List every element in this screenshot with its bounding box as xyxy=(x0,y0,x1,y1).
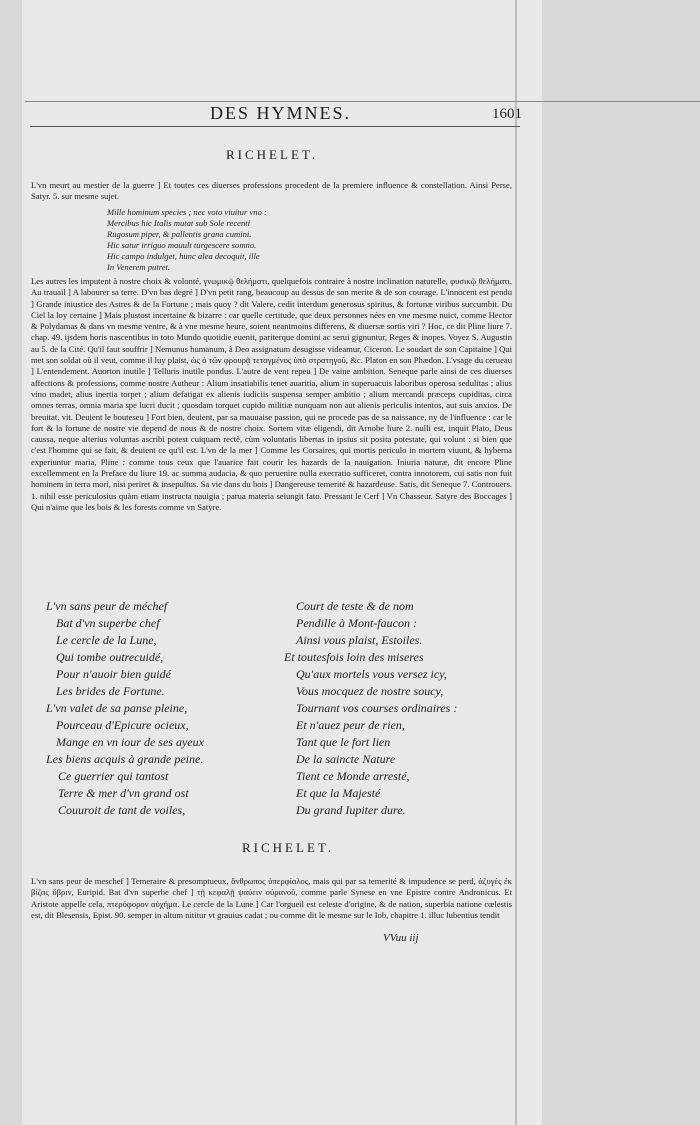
verse-line: L'vn sans peur de méchef xyxy=(46,599,168,613)
quote-line: Hic satur irriguo mauult turgescere somno. xyxy=(107,240,257,251)
verse-line: Ce guerrier qui tantost xyxy=(58,769,169,783)
quote-line: Rugosum piper, & pallentis grana cumini. xyxy=(107,229,252,240)
verse-line: Pourceau d'Epicure ocieux, xyxy=(56,718,189,732)
quote-line: Hic campo indulget, hunc alea decoquit, ille xyxy=(107,251,260,262)
verse-line: Bat d'vn superbe chef xyxy=(56,616,160,630)
verse-line: Court de teste & de nom xyxy=(296,599,414,613)
quote-line: Mercibus hic Italis mutat sub Sole recenti xyxy=(107,218,251,229)
verse-line: Et que la Majesté xyxy=(296,786,381,800)
verse-line: Pour n'auoir bien guidé xyxy=(56,667,171,681)
commentary-body-2: L'vn sans peur de meschef ] Temeraire & presomptueux, ἄνθρωπος ὑπερφίαλος, mais qui par sa temerité & impudence se perd, ἀζυγὲς ἐκ βίζας ὕβριν, Euripid. Bat d'vn superbe chef ] τῇ κεφαλῇ ψαύειν οὐρανοῦ, comme parle Synese en vne Epistre contre Andronicus. Et Aristote appelle cela, πτερόφορον αὐχήμα. Le cercle de la Lune ] Car l'orgueil est celeste d'origine, & de nation, superbia natione cœlestis est, dit Blesensis, Epist. 90. semper in altum nititur vt grauius cadat ; ou comme dit le mesme sur le Iob, chapitre 1. illuc lubentius tendit xyxy=(31,876,512,920)
verse-line: Tient ce Monde arresté, xyxy=(296,769,410,783)
quote-line: Mille hominum species ; nec voto viuitur vno : xyxy=(107,207,267,217)
header-rule xyxy=(25,101,700,102)
verse-line: Pendille à Mont-faucon : xyxy=(296,616,417,630)
verse-line: De la saincte Nature xyxy=(296,752,396,766)
verse-line: Et n'auez peur de rien, xyxy=(296,718,405,732)
signature-mark: VVuu iij xyxy=(383,932,419,944)
header-underline xyxy=(30,126,520,127)
page-number: 1601 xyxy=(492,106,522,122)
verse-line: Vous mocquez de nostre soucy, xyxy=(296,684,444,698)
commentary-body-1: Les autres les imputent à nostre choix & volonté, γνωμικῷ θελήματι, quelquefois contraire à nostre inclination naturelle, φυσικῷ θελήματι. Au trauail ] A labourer sa terre. D'vn bas degré ] D'vn petit rang, beaucoup au dessus de son merite & de son courage. L'innocent est pendu ] Grande iniustice des Astres & de la Fortune ; mais quoy ? dit Valere, cedit interdum generosus spiritus, & fortunæ viribus succumbit. Du Ciel la loy certaine ] Mais plustost incertaine & bizarre : car quelle certitude, que deux personnes nées en vne mesme nuict, comme Hector & Polydamas & dans vn mesme ventre, & à vne mesme heure, soient neantmoins differens, & diuersæ sortis viri ? Hoc, ce dit Pline liure 7. chap. 49. ijsdem horis nascentibus in toto Mundo quotidie euenit, pariterque domini ac serui gignuntur, Reges & inopes. Voyez S. Augustin au 5. de la Cité. Qu'il faut souffrir ] Nemunus humanum, à Deo assignatum desugisse videamur, Ciceron. Le soudart de son Capitaine ] Qui met son soldat où il veut, comme il luy plaist, ὡς ὁ τῶν φρουρᾷ τεταγμένος ὑπὸ στρατηγοῦ, &c. Platon en son Phædon. L'vsage du cerueau ] L'entendement. Auorton inutile ] Telluris inutile pondus. L'autre de vent repeu ] De vaine ambition. Seneque parle ainsi de ces diuerses affections & professions, comme nostre Autheur : Alium insatiabilis tenet auaritia, alium in superuacuis laboribus operosa sedulitas ; alius vino madet, alius inertia torpet ; alium defatigat ex alienis iudiciis suspensa semper ambitio ; alium mercandi præceps cupiditas, circa omnes terras, omnia maria spe lucri ducit ; quosdam torquet cupido militiæ nunquam non aut alienis periculis intentos, aut suis anxios. De breuitat. vit. Deuient le bouteseu ] Fort bien, deuient, par sa mauuaise passion, qui ne procede pas de sa naissance, ny de l'influence : car le fort & la fortune de nostre vie depend de nous & de nostre choix. Sortem vitæ eligendi, dit Arnobe liure 2. nulli est, inquit Plato, Deus caussa, neque alterius voluntas ascribi potest cuiquam rectè, cùm voluntatis libertas in ipsius sit posita potestate, qui volunt : si bien que c'est l'homme qui se fait, & deuient ce qu'il est. L'vn de la mer ] Comme les Corsaires, qui mortis periculo in mortem viuunt, & hyberna experiuntur maria, Pline : comme tous ceux que l'auarice fait courir les hazards de la nauigation. Iniuria naturæ, dit encore Pline excellemment en la Preface du liure 19. ac summa audacia, & quo peruenire nulla execratio sufficeret, contra innotorem, cui satis non fuit hominem in terra mori, nisi periret & insepultus. Sa vie dans du bois ] Dangereuse temerité & hazardeuse. Satis, dit Seneque 7. Controuers. 1. nihil esse periculosius quàm etiam instructa nauigia ; parua materia seiungit fato. Pressant le Cerf ] Vn Chasseur. Satyre des Boccages ] Qui n'aime que les bois & les forests comme vn Satyre. xyxy=(31,276,512,512)
verse-line: Couuroit de tant de voiles, xyxy=(58,803,186,817)
verse-column-right xyxy=(284,598,457,819)
verse-line: Qui tombe outrecuidé, xyxy=(56,650,164,664)
verse-column-left xyxy=(46,598,204,819)
quote-line: In Venerem putret. xyxy=(107,262,171,273)
verse-line: Qu'aux mortels vous versez icy, xyxy=(296,667,447,681)
running-title: DES HYMNES. xyxy=(210,103,352,123)
verse-line: Et toutesfois loin des miseres xyxy=(284,650,424,664)
verse-line: Mange en vn iour de ses ayeux xyxy=(56,735,204,749)
commentary-heading-2: RICHELET. xyxy=(242,840,335,855)
verse-line: Le cercle de la Lune, xyxy=(56,633,157,647)
verse-line: Tournant vos courses ordinaires : xyxy=(296,701,458,715)
commentary-heading-1: RICHELET. xyxy=(226,147,319,162)
commentary-intro: L'vn meurt au mestier de la guerre ] Et toutes ces diuerses professions procedent de la premiere influence & constellation. Ainsi Perse, Satyr. 5. sur mesme sujet. xyxy=(31,180,512,202)
verse-line: Tant que le fort lien xyxy=(296,735,391,749)
verse-line: Les brides de Fortune. xyxy=(56,684,165,698)
verse-line: Ainsi vous plaist, Estoiles. xyxy=(296,633,423,647)
book-page xyxy=(22,0,542,1125)
verse-line: L'vn valet de sa panse pleine, xyxy=(46,701,188,715)
verse-line: Les biens acquis à grande peine. xyxy=(46,752,204,766)
verse-line: Du grand Iupiter dure. xyxy=(296,803,406,817)
verse-line: Terre & mer d'vn grand ost xyxy=(58,786,189,800)
page-gutter xyxy=(515,0,517,1125)
latin-quotation xyxy=(107,207,267,274)
